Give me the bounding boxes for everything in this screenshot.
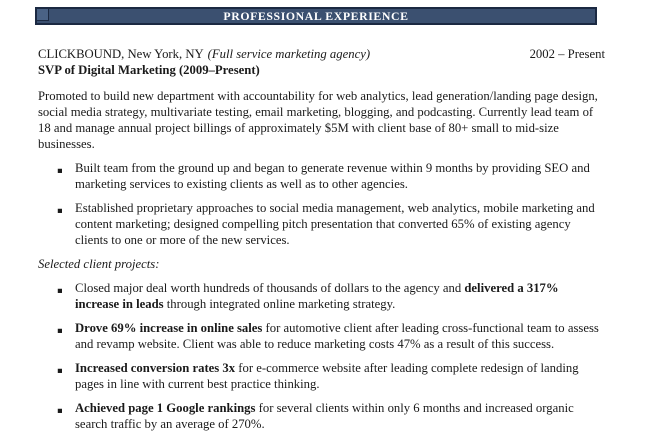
- bullet-square-icon: ▪: [57, 165, 63, 176]
- bullet-text: Drove 69% increase in online sales for automotive client after leading cross-functional team to assess and revamp website. Client was able to reduce marketing costs 47% as a result of this success.: [75, 321, 599, 351]
- client-projects-list: [57, 280, 605, 432]
- bullet-item: [57, 320, 605, 352]
- bullet-item: [57, 400, 605, 432]
- job-title: SVP of Digital Marketing (2009–Present): [38, 63, 260, 77]
- company-line: [38, 46, 605, 62]
- bullet-square-icon: ▪: [57, 325, 63, 336]
- bar-left-notch: [37, 9, 48, 20]
- bullet-text: Built team from the ground up and began to generate revenue within 9 months by providing SEO and marketing services to existing clients as well as to other agencies.: [75, 161, 590, 191]
- bullet-text: Established proprietary approaches to social media management, web analytics, mobile marketing and content marketing; designed compelling pitch presentation that converted 65% of existing agency clients to one or more of the new services.: [75, 201, 595, 247]
- bullet-text: Increased conversion rates 3x for e-commerce website after leading complete redesign of landing pages in line with current best practice thinking.: [75, 361, 579, 391]
- bullet-text: Achieved page 1 Google rankings for several clients within only 6 months and increased organic search traffic by an average of 270%.: [75, 401, 574, 431]
- bullet-text: Closed major deal worth hundreds of thousands of dollars to the agency and delivered a 317% increase in leads through integrated online marketing strategy.: [75, 281, 559, 311]
- bullet-item: [57, 360, 605, 392]
- bullet-square-icon: ▪: [57, 205, 63, 216]
- section-title: PROFESSIONAL EXPERIENCE: [223, 9, 409, 23]
- bullet-square-icon: ▪: [57, 285, 63, 296]
- section-header-bar: [35, 7, 597, 25]
- client-projects-heading: Selected client projects:: [38, 257, 160, 271]
- bullet-item: [57, 160, 605, 192]
- job-summary: Promoted to build new department with accountability for web analytics, lead generation/landing page design, social media strategy, multivariate testing, email marketing, blogging, and podcasting. Currently lead team of 18 and manage annual project billings of approximately $5M with client base of 80+ small to mid-size businesses.: [38, 89, 598, 151]
- experience-entry: [38, 46, 605, 432]
- employment-dates: 2002 – Present: [529, 47, 605, 61]
- company-descriptor: (Full service marketing agency): [207, 47, 371, 61]
- bullet-item: [57, 200, 605, 248]
- bullet-item: [57, 280, 605, 312]
- company-name: CLICKBOUND, New York, NY: [38, 47, 204, 61]
- company-info: [38, 46, 370, 62]
- achievement-list: [57, 160, 605, 248]
- bullet-square-icon: ▪: [57, 365, 63, 376]
- bullet-square-icon: ▪: [57, 405, 63, 416]
